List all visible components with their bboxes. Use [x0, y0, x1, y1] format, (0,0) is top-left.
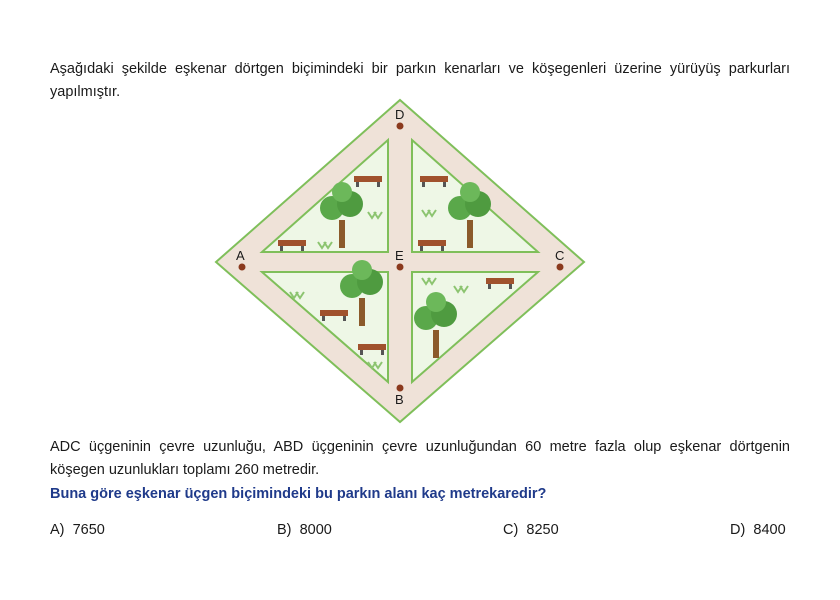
- rhombus-park-figure: [210, 96, 590, 426]
- option-b[interactable]: [277, 522, 332, 538]
- vertex-dot-e: [397, 264, 404, 271]
- option-value: 8400: [753, 522, 786, 538]
- option-c[interactable]: [503, 522, 559, 538]
- option-a[interactable]: [50, 522, 105, 538]
- vertex-label-c: C: [555, 248, 565, 263]
- option-value: 8250: [526, 522, 559, 538]
- grass-triangle-top-left: [262, 140, 388, 252]
- vertex-label-b: B: [395, 392, 404, 407]
- vertex-dot-a: [239, 264, 246, 271]
- option-letter: B): [277, 522, 292, 538]
- option-letter: A): [50, 522, 65, 538]
- option-d[interactable]: [730, 522, 786, 538]
- option-letter: C): [503, 522, 519, 538]
- problem-intro: Aşağıdaki şekilde eşkenar dörtgen biçimindeki bir parkın kenarları ve köşegenleri üzerine yürüyüş parkurları yapılmıştır.: [50, 61, 790, 100]
- option-value: 8000: [299, 522, 332, 538]
- vertex-dot-b: [397, 385, 404, 392]
- question-text: Buna göre eşkenar üçgen biçimindeki bu parkın alanı kaç metrekaredir?: [50, 486, 547, 502]
- vertex-label-a: A: [236, 248, 245, 263]
- option-value: 7650: [72, 522, 105, 538]
- vertex-dot-d: [397, 123, 404, 130]
- vertex-label-d: D: [395, 107, 405, 122]
- vertex-label-e: E: [395, 248, 404, 263]
- option-letter: D): [730, 522, 746, 538]
- problem-given: ADC üçgeninin çevre uzunluğu, ABD üçgeninin çevre uzunluğundan 60 metre fazla olup eşkenar dörtgenin köşegen uzunlukları toplamı 260 metredir.: [50, 439, 790, 478]
- vertex-dot-c: [557, 264, 564, 271]
